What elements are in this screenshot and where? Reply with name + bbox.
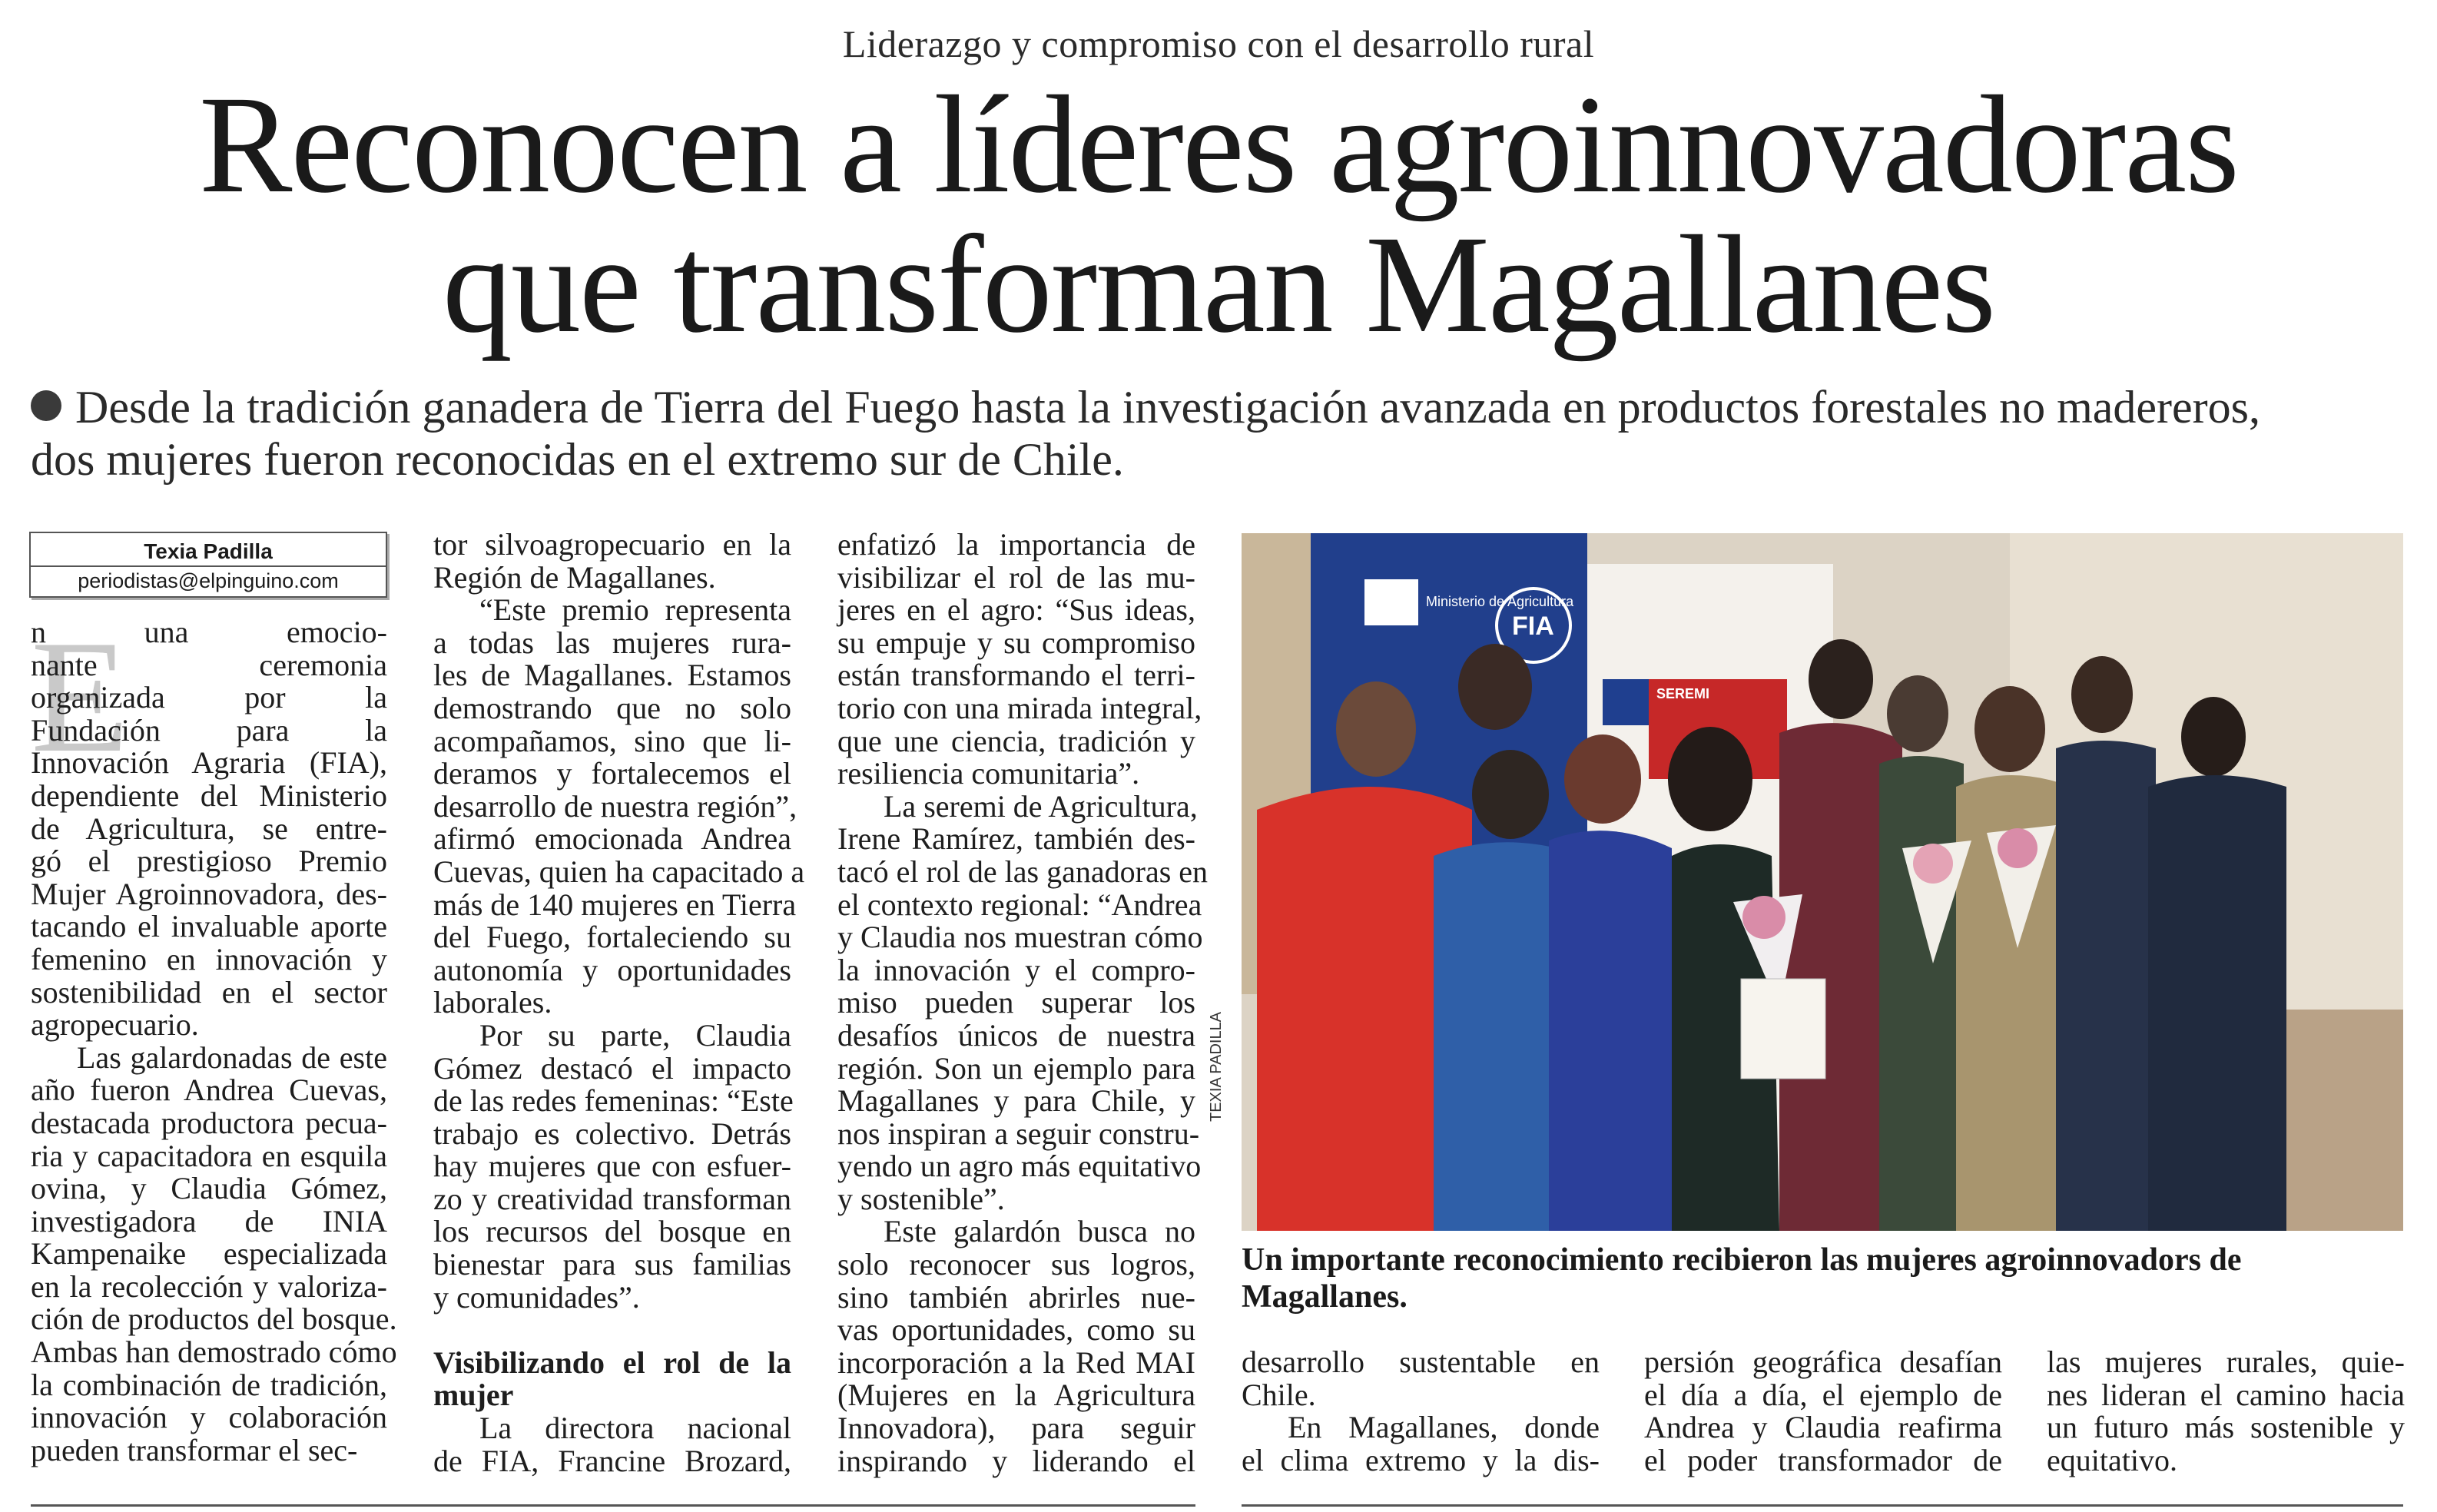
- drop-cap: E: [31, 608, 130, 786]
- column-1-line: n una emocio-: [31, 615, 387, 649]
- column-6-line: un futuro más sostenible y: [2047, 1410, 2405, 1445]
- column-2-line: del Fuego, fortaleciendo su: [433, 920, 791, 955]
- column-2-line: desarrollo de nuestra región”,: [433, 788, 797, 824]
- column-1-line: innovación y colaboración: [31, 1400, 387, 1435]
- column-2: [433, 527, 805, 1478]
- column-2-line: más de 140 mujeres en Tierra: [433, 887, 797, 922]
- column-1-line: Innovación Agraria (FIA),: [31, 745, 387, 781]
- column-2-line: bienestar para sus familias: [433, 1247, 791, 1282]
- photo-caption: [1242, 1242, 2403, 1315]
- column-1-line: organizada por la: [31, 680, 387, 715]
- column-6-line: las mujeres rurales, quie-: [2047, 1345, 2405, 1379]
- column-1-line: destacada productora pecua-: [31, 1105, 387, 1140]
- column-3-line: y Claudia nos muestran cómo: [837, 920, 1203, 955]
- group-photo-illustration: [1242, 533, 2403, 1231]
- column-2-line: de FIA, Francine Brozard,: [433, 1443, 791, 1478]
- column-3-line: Magallanes y para Chile, y: [837, 1083, 1195, 1119]
- deck-line-1: [31, 381, 2412, 433]
- column-3-line: La seremi de Agricultura,: [884, 788, 1198, 824]
- column-5: [1644, 1346, 2002, 1477]
- caption-line-2: Magallanes.: [1242, 1279, 1407, 1315]
- column-5-line: Andrea y Claudia reafirma: [1644, 1410, 2002, 1445]
- column-2-line: “Este premio representa: [479, 592, 791, 628]
- column-2-line: deramos y fortalecemos el: [433, 756, 791, 791]
- column-3-line: sino también abrirles nue-: [837, 1279, 1195, 1315]
- banner2-title: SEREMI: [1656, 686, 1710, 701]
- column-1-line: Kampenaike especializada: [31, 1236, 387, 1272]
- deck-text-1: Desde la tradición ganadera de Tierra del Fuego hasta la investigación avanzada en productos forestales no madereros,: [75, 382, 2260, 433]
- column-1-line: en la recolección y valoriza-: [31, 1268, 387, 1304]
- kicker: Liderazgo y compromiso con el desarrollo rural: [842, 22, 1595, 65]
- column-1-line: ovina, y Claudia Gómez,: [31, 1171, 387, 1206]
- column-3: [837, 527, 1209, 1478]
- column-6-line: nes lideran el camino hacia: [2047, 1377, 2405, 1412]
- column-2-line: afirmó emocionada Andrea: [433, 821, 791, 857]
- column-3-line: incorporación a la Red MAI: [837, 1345, 1195, 1380]
- column-2-line: Por su parte, Claudia: [479, 1017, 791, 1053]
- certificate: [1741, 979, 1825, 1079]
- column-2-line: Región de Magallanes.: [433, 559, 716, 595]
- column-4-line: desarrollo sustentable en: [1242, 1345, 1600, 1379]
- bottom-rule-right: [1242, 1504, 2403, 1507]
- column-6-line: equitativo.: [2047, 1442, 2177, 1477]
- column-2-line: mujer: [433, 1378, 514, 1413]
- column-3-line: resiliencia comunitaria”.: [837, 756, 1140, 791]
- column-1-line: Fundación para la: [31, 712, 387, 748]
- news-photo: [1242, 533, 2403, 1231]
- column-1-line: de Agricultura, se entre-: [31, 811, 387, 846]
- headline: [0, 68, 2437, 362]
- column-2-line: Gómez destacó el impacto: [433, 1050, 791, 1086]
- deck-line-2: dos mujeres fueron reconocidas en el extremo sur de Chile.: [31, 434, 1124, 485]
- bottom-rule-left: [31, 1504, 1195, 1507]
- column-3-line: y sostenible”.: [837, 1181, 1005, 1216]
- column-2-line: de las redes femeninas: “Este: [433, 1083, 794, 1119]
- column-1-line: gó el prestigioso Premio: [31, 844, 387, 879]
- column-1-line: ria y capacitadora en esquila: [31, 1138, 387, 1173]
- column-3-line: yendo un agro más equitativo: [837, 1149, 1202, 1184]
- column-3-line: el contexto regional: “Andrea: [837, 887, 1202, 922]
- column-6: [2047, 1346, 2405, 1477]
- column-1-line: dependiente del Ministerio: [31, 778, 387, 813]
- column-2-line: autonomía y oportunidades: [433, 952, 791, 987]
- column-3-line: están transformando el terri-: [837, 658, 1195, 693]
- column-3-line: torio con una mirada integral,: [837, 690, 1202, 725]
- column-1: [31, 608, 397, 1467]
- column-5-line: el poder transformador de: [1644, 1442, 2002, 1477]
- column-2-line: trabajo es colectivo. Detrás: [433, 1116, 791, 1151]
- column-3-line: que une ciencia, tradición y: [837, 723, 1195, 758]
- column-2-line: La directora nacional: [479, 1411, 791, 1446]
- column-1-line: nante ceremonia: [31, 647, 387, 682]
- headline-line-1: Reconocen a líderes agroinnovadoras: [199, 68, 2238, 222]
- banner1-label: Ministerio de Agricultura: [1426, 594, 1574, 609]
- byline-email: periodistas@elpinguino.com: [78, 569, 339, 592]
- column-2-line: zo y creatividad transforman: [433, 1181, 791, 1216]
- column-2-line: y comunidades”.: [433, 1279, 640, 1315]
- column-2-line: los recursos del bosque en: [433, 1214, 791, 1249]
- column-3-line: su empuje y su compromiso: [837, 625, 1195, 660]
- column-2-line: les de Magallanes. Estamos: [433, 658, 791, 693]
- column-5-line: persión geográfica desafían: [1644, 1345, 2002, 1379]
- column-1-line: sostenibilidad en el sector: [31, 974, 387, 1010]
- column-1-line: Ambas han demostrado cómo: [31, 1335, 397, 1370]
- column-4-line: Chile.: [1242, 1377, 1316, 1412]
- column-3-line: tacó el rol de las ganadoras en: [837, 854, 1209, 889]
- column-3-line: Este galardón busca no: [884, 1214, 1195, 1249]
- column-1-line: agropecuario.: [31, 1007, 199, 1043]
- photo-credit: TEXIA PADILLA: [1208, 1011, 1225, 1122]
- column-2-line: a todas las mujeres rura-: [433, 625, 791, 660]
- column-1-line: Mujer Agroinnovadora, des-: [31, 876, 387, 911]
- column-3-line: Innovadora), para seguir: [837, 1411, 1195, 1446]
- column-2-line: laborales.: [433, 985, 552, 1020]
- column-3-line: Irene Ramírez, también des-: [837, 821, 1195, 857]
- column-3-line: jeres en el agro: “Sus ideas,: [837, 592, 1195, 628]
- column-1-line: la combinación de tradición,: [31, 1367, 387, 1402]
- column-4: [1242, 1346, 1600, 1477]
- byline-name: Texia Padilla: [31, 538, 386, 567]
- column-3-line: solo reconocer sus logros,: [837, 1247, 1195, 1282]
- column-2-line: Cuevas, quien ha capacitado a: [433, 854, 805, 889]
- column-2-line: hay mujeres que con esfuer-: [433, 1149, 791, 1184]
- column-1-line: femenino en innovación y: [31, 941, 387, 976]
- column-3-line: visibilizar el rol de las mu-: [837, 559, 1195, 595]
- column-1-line: ción de productos del bosque.: [31, 1301, 397, 1337]
- column-2-line: demostrando que no solo: [433, 690, 791, 725]
- caption-line-1: Un importante reconocimiento recibieron las mujeres agroinnovadors de: [1242, 1242, 2242, 1278]
- column-3-line: inspirando y liderando el: [837, 1443, 1195, 1478]
- column-1-line: Las galardonadas de este: [77, 1040, 387, 1075]
- column-1-line: pueden transformar el sec-: [31, 1432, 358, 1467]
- column-2-line: tor silvoagropecuario en la: [433, 527, 791, 562]
- column-3-line: región. Son un ejemplo para: [837, 1050, 1195, 1086]
- column-1-line: año fueron Andrea Cuevas,: [31, 1073, 387, 1108]
- column-3-line: (Mujeres en la Agricultura: [837, 1378, 1195, 1413]
- column-2-line: acompañamos, sino que li-: [433, 723, 791, 758]
- column-3-line: desafíos únicos de nuestra: [837, 1017, 1195, 1053]
- column-3-line: vas oportunidades, como su: [837, 1312, 1195, 1348]
- column-2-line: [433, 1314, 791, 1347]
- column-3-line: nos inspiran a seguir constru-: [837, 1116, 1200, 1151]
- column-5-line: el día a día, el ejemplo de: [1644, 1377, 2002, 1412]
- banner1-logo: FIA: [1512, 612, 1554, 641]
- column-1-line: investigadora de INIA: [31, 1203, 387, 1238]
- headline-line-2: que transforman Magallanes: [442, 207, 1995, 362]
- column-4-line: el clima extremo y la dis-: [1242, 1442, 1600, 1477]
- column-1-line: tacando el invaluable aporte: [31, 909, 387, 944]
- column-3-line: miso pueden superar los: [837, 985, 1195, 1020]
- column-3-line: enfatizó la importancia de: [837, 527, 1195, 562]
- bullet-icon: [31, 390, 61, 421]
- column-2-line: Visibilizando el rol de la: [433, 1345, 791, 1380]
- byline-box: [29, 532, 387, 598]
- column-3-line: la innovación y el compro-: [837, 952, 1195, 987]
- column-4-line: En Magallanes, donde: [1288, 1410, 1600, 1445]
- deck: [31, 381, 2412, 486]
